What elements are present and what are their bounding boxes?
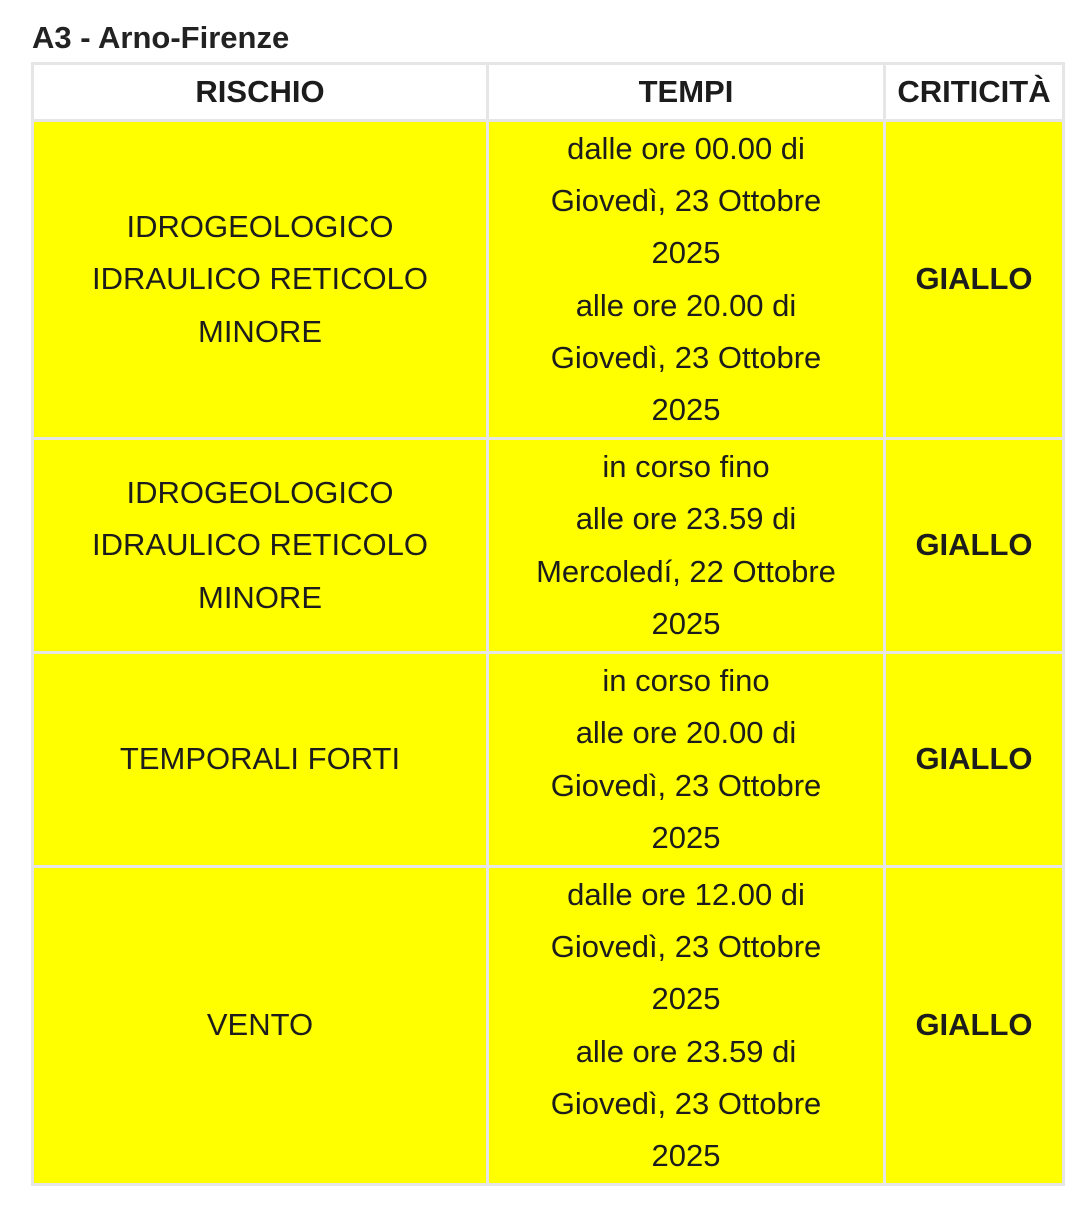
criticita-cell — [885, 653, 1064, 867]
rischio-text: VENTO — [206, 1007, 314, 1043]
rischio-cell — [33, 121, 488, 439]
table-row — [33, 867, 1064, 1185]
rischio-cell — [33, 653, 488, 867]
alert-table — [31, 62, 1065, 1186]
criticita-cell — [885, 439, 1064, 653]
tempi-text: in corso fino alle ore 23.59 di Mercoledí, 22 Ottobre 2025 — [536, 448, 836, 641]
table-row — [33, 121, 1064, 439]
rischio-text: TEMPORALI FORTI — [119, 741, 401, 777]
tempi-cell — [488, 439, 885, 653]
header-rischio: RISCHIO — [33, 64, 488, 121]
table-row — [33, 439, 1064, 653]
tempi-text: in corso fino alle ore 20.00 di Giovedì, 23 Ottobre 2025 — [550, 662, 822, 855]
criticita-cell — [885, 121, 1064, 439]
criticita-level: GIALLO — [915, 741, 1033, 777]
tempi-text: dalle ore 00.00 di Giovedì, 23 Ottobre 2025 alle ore 20.00 di Giovedì, 23 Ottobre 2025 — [550, 130, 822, 428]
rischio-cell — [33, 439, 488, 653]
tempi-cell — [488, 121, 885, 439]
header-tempi: TEMPI — [488, 64, 885, 121]
rischio-text: IDROGEOLOGICO IDRAULICO RETICOLO MINORE — [92, 475, 428, 615]
tempi-text: dalle ore 12.00 di Giovedì, 23 Ottobre 2025 alle ore 23.59 di Giovedì, 23 Ottobre 2025 — [550, 876, 822, 1174]
table-row — [33, 653, 1064, 867]
zone-title: A3 - Arno-Firenze — [32, 20, 290, 55]
criticita-cell — [885, 867, 1064, 1185]
criticita-level: GIALLO — [915, 1007, 1033, 1043]
header-criticita: CRITICITÀ — [885, 64, 1064, 121]
tempi-cell — [488, 867, 885, 1185]
criticita-level: GIALLO — [915, 527, 1033, 563]
rischio-cell — [33, 867, 488, 1185]
header-row — [33, 64, 1064, 121]
criticita-level: GIALLO — [915, 261, 1033, 297]
rischio-text: IDROGEOLOGICO IDRAULICO RETICOLO MINORE — [92, 209, 428, 349]
tempi-cell — [488, 653, 885, 867]
